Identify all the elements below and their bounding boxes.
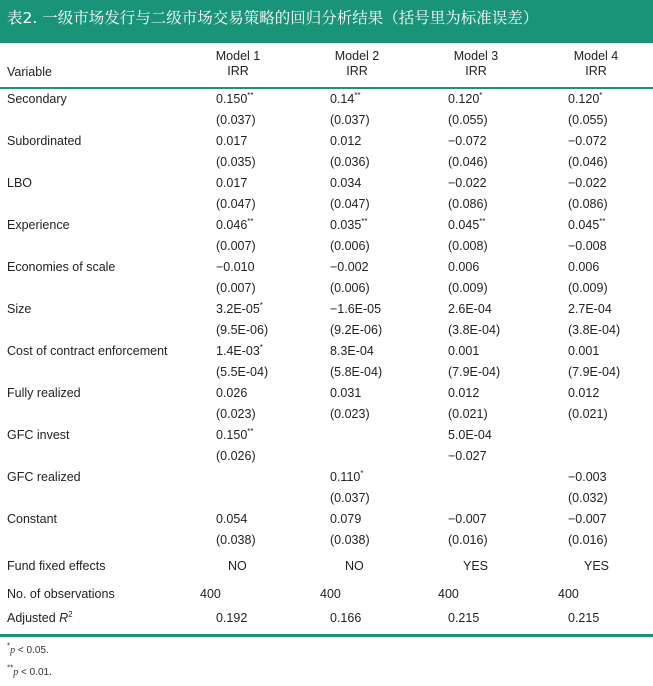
coefficient-value: −0.022 [568,176,607,190]
coefficient-value: −0.010 [216,260,255,274]
standard-error-cell: (3.8E-04) [448,323,501,337]
significance-stars: ** [247,90,254,100]
coefficient-value: −0.007 [448,512,487,526]
standard-error-cell: (0.016) [448,533,488,547]
footnote [7,662,52,684]
coefficient-cell [330,176,361,191]
coefficient-value: −0.002 [330,260,369,274]
significance-stars: ** [479,216,486,226]
coefficient-value: 0.012 [330,134,362,148]
coefficient-cell [448,428,492,443]
variable-label: Secondary [7,92,67,106]
coefficient-cell [330,344,374,359]
coefficient-value: −1.6E-05 [330,302,382,316]
observations-label: No. of observations [7,587,115,601]
standard-error-cell: (0.007) [216,239,256,253]
adjusted-r2-value: 0.215 [448,611,480,625]
coefficient-cell [216,92,254,107]
standard-error-cell: (0.009) [568,281,608,295]
coefficient-cell [330,470,363,485]
table-bottom-rule [0,634,653,637]
coefficient-value: 0.017 [216,134,248,148]
significance-stars: ** [361,216,368,226]
table-row [0,425,653,446]
footnote-stars: * [7,641,11,651]
model-metric: IRR [465,64,487,78]
significance-stars: ** [247,216,254,226]
coefficient-cell [448,344,479,359]
coefficient-cell [216,344,263,359]
coefficient-value: −0.003 [568,470,607,484]
table-row [0,509,653,530]
table-body [0,89,653,630]
table-header [0,43,653,89]
coefficient-value: 0.012 [448,386,480,400]
coefficient-value: 5.0E-04 [448,428,492,442]
table-row [0,215,653,236]
model-header [541,49,651,79]
coefficient-cell [568,218,606,233]
coefficient-cell [216,134,247,149]
coefficient-cell [568,344,599,359]
coefficient-value: 0.035 [330,218,362,232]
table-row [0,131,653,152]
fixed-effects-value: YES [463,559,489,573]
footnote-var: p [13,667,19,678]
model-name: Model 2 [334,49,380,63]
variable-label: Constant [7,512,58,526]
coefficient-value: 0.120 [568,92,600,106]
coefficient-value: 0.012 [568,386,600,400]
coefficient-value: 0.14 [330,92,355,106]
variable-label: Size [7,302,32,316]
standard-error-cell: −0.008 [568,239,607,253]
coefficient-cell [568,134,607,149]
standard-error-cell: (0.037) [330,113,370,127]
significance-stars: * [259,342,263,352]
standard-error-cell: (0.023) [330,407,370,421]
coefficient-cell [568,302,612,317]
model-name: Model 3 [453,49,499,63]
coefficient-cell [448,134,487,149]
significance-stars: ** [599,216,606,226]
standard-error-cell: (0.086) [568,197,608,211]
coefficient-value: 3.2E-05 [216,302,260,316]
variable-label: GFC realized [7,470,81,484]
standard-error-cell: (0.037) [216,113,256,127]
standard-error-cell: (9.5E-06) [216,323,269,337]
table-row [0,89,653,110]
fixed-effects-value: YES [584,559,610,573]
standard-error-cell: (3.8E-04) [568,323,621,337]
fixed-effects-value: NO [345,559,364,573]
coefficient-value: 8.3E-04 [330,344,374,358]
adjusted-r2-prefix: Adjusted [7,611,60,625]
coefficient-cell [216,302,263,317]
standard-error-cell: (0.036) [330,155,370,169]
coefficient-value: 0.006 [448,260,480,274]
standard-error-cell: (0.035) [216,155,256,169]
significance-stars: * [599,90,603,100]
coefficient-value: 2.6E-04 [448,302,492,316]
table-notes [7,640,52,684]
fixed-effects-value: NO [228,559,247,573]
coefficient-cell [330,386,361,401]
table-row [0,173,653,194]
table-title: 表2. 一级市场发行与二级市场交易策略的回归分析结果（括号里为标准误差） [0,0,653,43]
coefficient-cell [216,218,254,233]
coefficient-value: 0.034 [330,176,362,190]
significance-stars: ** [247,426,254,436]
coefficient-cell [568,386,599,401]
variable-label: Subordinated [7,134,82,148]
footnote-stars: ** [7,663,14,673]
coefficient-value: 0.017 [216,176,248,190]
coefficient-cell [568,92,602,107]
table-row [0,383,653,404]
significance-stars: ** [354,90,361,100]
standard-error-cell: (0.038) [330,533,370,547]
observations-row [0,581,653,606]
coefficient-cell [216,260,255,275]
adjusted-r2-row [0,606,653,630]
significance-stars: * [259,300,263,310]
standard-error-cell: (0.047) [330,197,370,211]
coefficient-cell [448,260,479,275]
adjusted-r2-value: 0.192 [216,611,248,625]
coefficient-cell [216,386,247,401]
coefficient-value: 0.150 [216,428,248,442]
standard-error-cell: (0.009) [448,281,488,295]
standard-error-cell: (0.055) [448,113,488,127]
coefficient-value: 0.001 [448,344,480,358]
coefficient-value: −0.072 [448,134,487,148]
coefficient-cell [216,176,247,191]
coefficient-value: 0.046 [216,218,248,232]
standard-error-cell: (0.046) [568,155,608,169]
table-row [0,341,653,362]
observations-value: 400 [438,587,459,601]
standard-error-cell: (0.008) [448,239,488,253]
standard-error-cell: (0.006) [330,239,370,253]
standard-error-row [0,278,653,299]
table-row [0,467,653,488]
footnote-text: < 0.05. [15,645,49,656]
standard-error-cell: (5.8E-04) [330,365,383,379]
coefficient-value: 0.110 [330,470,361,484]
model-name: Model 4 [573,49,619,63]
coefficient-value: 0.026 [216,386,248,400]
variable-label: Cost of contract enforcement [7,344,168,358]
standard-error-row [0,404,653,425]
standard-error-cell: (7.9E-04) [448,365,501,379]
standard-error-cell: (0.055) [568,113,608,127]
model-header [302,49,412,79]
model-metric: IRR [227,64,249,78]
coefficient-cell [448,512,487,527]
table-row [0,299,653,320]
table-row [0,257,653,278]
coefficient-cell [330,302,381,317]
fixed-effects-label: Fund fixed effects [7,559,106,573]
coefficient-cell [448,302,492,317]
significance-stars: * [360,468,364,478]
model-metric: IRR [585,64,607,78]
coefficient-cell [330,512,361,527]
variable-label: Economies of scale [7,260,116,274]
coefficient-value: 0.045 [568,218,600,232]
coefficient-value: 0.001 [568,344,600,358]
standard-error-row [0,110,653,131]
standard-error-row [0,446,653,467]
coefficient-value: −0.072 [568,134,607,148]
adjusted-r2-var: R [59,611,69,625]
coefficient-cell [448,218,486,233]
regression-table [0,43,653,630]
standard-error-row [0,362,653,383]
coefficient-cell [448,176,487,191]
coefficient-cell [216,512,247,527]
variable-label: Experience [7,218,70,232]
coefficient-cell [568,260,599,275]
variable-header: Variable [7,65,52,79]
observations-value: 400 [558,587,579,601]
standard-error-cell: (0.046) [448,155,488,169]
standard-error-cell: (0.037) [330,491,370,505]
standard-error-cell: (0.021) [568,407,608,421]
model-header [183,49,293,79]
variable-label: GFC invest [7,428,70,442]
standard-error-cell: (0.026) [216,449,256,463]
coefficient-value: 0.045 [448,218,480,232]
coefficient-cell [330,218,368,233]
standard-error-cell: (0.021) [448,407,488,421]
standard-error-cell: (0.007) [216,281,256,295]
adjusted-r2-value: 0.166 [330,611,362,625]
coefficient-cell [330,134,361,149]
coefficient-cell [568,470,607,485]
adjusted-r2-value: 0.215 [568,611,600,625]
standard-error-cell: (0.016) [568,533,608,547]
fixed-effects-row [0,551,653,581]
coefficient-value: 0.031 [330,386,362,400]
coefficient-value: 0.079 [330,512,362,526]
standard-error-cell: (0.047) [216,197,256,211]
coefficient-cell [448,386,479,401]
coefficient-value: 0.120 [448,92,480,106]
coefficient-cell [568,512,607,527]
standard-error-cell: (0.086) [448,197,488,211]
adjusted-r2-sup: 2 [68,609,73,619]
coefficient-cell [330,92,361,107]
coefficient-value: −0.007 [568,512,607,526]
variable-label: Fully realized [7,386,81,400]
coefficient-value: 2.7E-04 [568,302,612,316]
standard-error-cell: (9.2E-06) [330,323,383,337]
standard-error-cell: (7.9E-04) [568,365,621,379]
standard-error-cell: (5.5E-04) [216,365,269,379]
coefficient-cell [448,92,482,107]
standard-error-row [0,320,653,341]
standard-error-row [0,236,653,257]
standard-error-cell: (0.038) [216,533,256,547]
adjusted-r2-label [7,611,73,626]
footnote [7,640,52,662]
coefficient-value: 0.054 [216,512,248,526]
footnote-var: p [10,645,16,656]
standard-error-cell: −0.027 [448,449,487,463]
model-header [421,49,531,79]
standard-error-cell: (0.006) [330,281,370,295]
significance-stars: * [479,90,483,100]
coefficient-value: 0.150 [216,92,248,106]
observations-value: 400 [320,587,341,601]
footnote-text: < 0.01. [18,667,52,678]
standard-error-row [0,488,653,509]
standard-error-row [0,194,653,215]
coefficient-value: 1.4E-03 [216,344,260,358]
observations-value: 400 [200,587,221,601]
model-name: Model 1 [215,49,261,63]
coefficient-cell [330,260,369,275]
standard-error-row [0,152,653,173]
standard-error-cell: (0.023) [216,407,256,421]
variable-label: LBO [7,176,33,190]
coefficient-cell [568,176,607,191]
coefficient-cell [216,428,254,443]
model-metric: IRR [346,64,368,78]
standard-error-cell: (0.032) [568,491,608,505]
coefficient-value: 0.006 [568,260,600,274]
coefficient-value: −0.022 [448,176,487,190]
standard-error-row [0,530,653,551]
